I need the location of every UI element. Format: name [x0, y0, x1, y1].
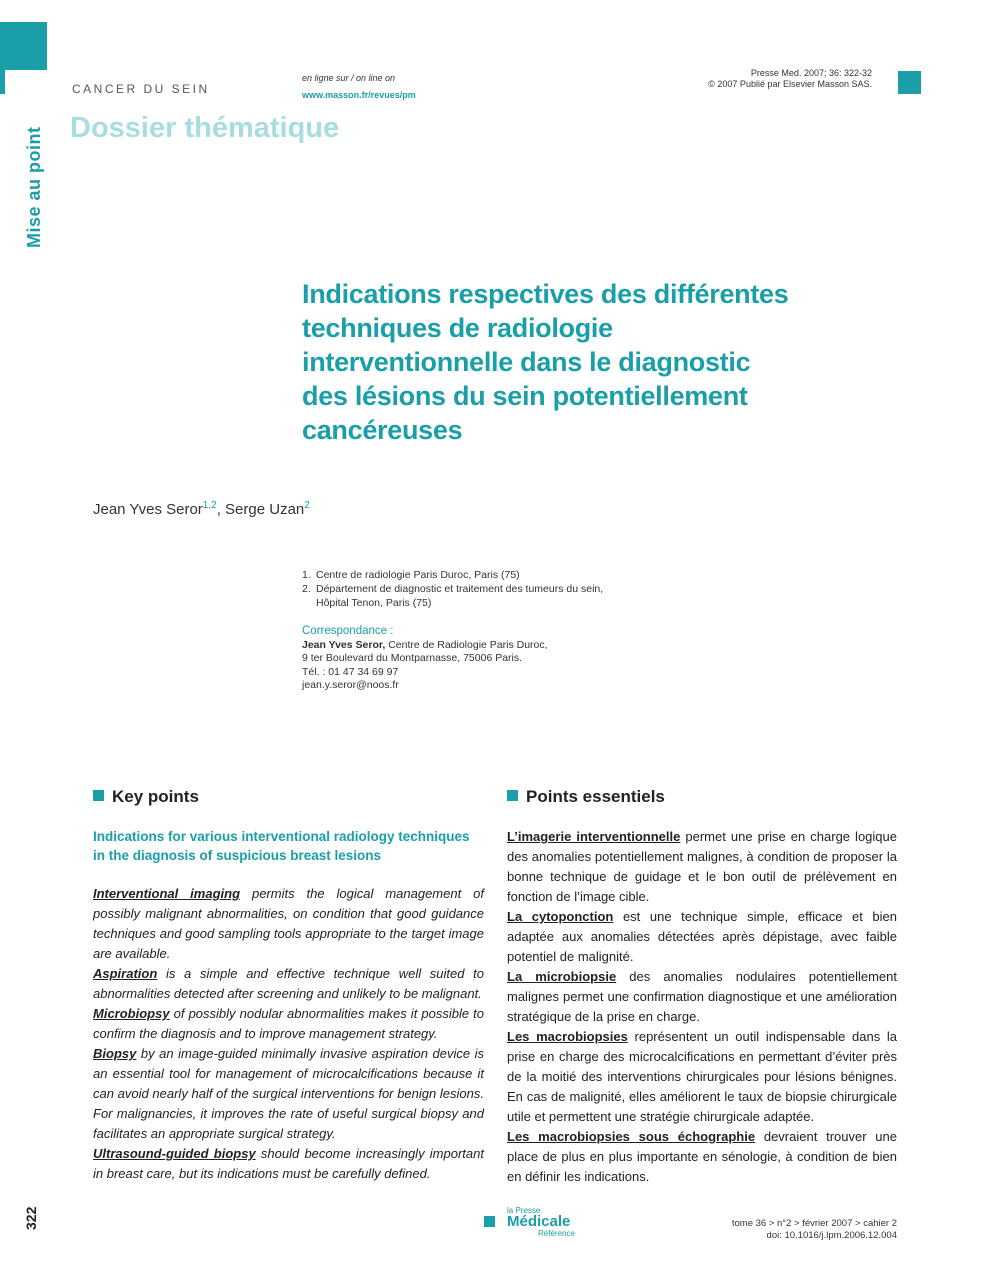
- key-point-paragraph: Microbiopsy of possibly nodular abnormalities makes it possible to confirm the diagnosis and to improve management strategy.: [93, 1006, 484, 1041]
- key-point-paragraph: Aspiration is a simple and effective technique well suited to abnormalities detected after screening and unlikely to be malignant.: [93, 966, 484, 1001]
- correspondence-block: [302, 625, 548, 693]
- point-essentiel-paragraph: Les macrobiopsies représentent un outil indispensable dans la prise en charge des microcalcifications en permettant d’éviter près de la moitié des interventions chirurgicales pour lésions bénignes. En cas de malignité, elles améliorent le taux de biopsie chirurgicale utile et permettent une stratégie chirurgicale adaptée.: [507, 1029, 897, 1124]
- page-number: 322: [23, 1206, 39, 1230]
- article-title: [302, 277, 862, 447]
- affiliations: [302, 568, 603, 610]
- publication-info: [708, 68, 872, 90]
- online-info: [302, 70, 416, 104]
- title-line: des lésions du sein potentiellement: [302, 381, 748, 411]
- author-list: [93, 500, 310, 518]
- journal-reference: Presse Med. 2007; 36: 322-32: [750, 68, 872, 78]
- heading-square-icon: [93, 790, 104, 801]
- author-name: Jean Yves Seror: [93, 501, 203, 518]
- title-line: techniques de radiologie: [302, 313, 613, 343]
- correspondence-line: [302, 639, 548, 653]
- affiliation-text: Centre de radiologie Paris Duroc, Paris (75): [316, 569, 520, 581]
- correspondence-name: Jean Yves Seror,: [302, 638, 386, 651]
- dossier-label: Dossier thématique: [70, 112, 340, 144]
- corner-accent-block: [0, 22, 47, 70]
- affiliation-number: 1.: [302, 569, 311, 581]
- key-points-body: [93, 884, 484, 1184]
- section-label: CANCER DU SEIN: [72, 82, 210, 96]
- points-essentiels-body: [507, 827, 897, 1187]
- author-affiliation-marker: 1,2: [202, 500, 217, 511]
- online-url[interactable]: www.masson.fr/revues/pm: [302, 90, 416, 100]
- logo-line: Référence: [538, 1229, 575, 1238]
- correspondence-heading: Correspondance :: [302, 625, 394, 637]
- online-label: en ligne sur / on line on: [302, 73, 396, 83]
- logo-square-icon: [484, 1216, 495, 1227]
- issue-line: tome 36 > n°2 > février 2007 > cahier 2: [731, 1218, 897, 1229]
- title-line: interventionnelle dans le diagnostic: [302, 347, 751, 377]
- side-label: Mise au point: [24, 126, 44, 248]
- point-essentiel-paragraph: La cytoponction est une technique simple, efficace et bien adaptée aux anomalies détectées après dépistage, avec faible potentiel de malignité.: [507, 909, 897, 964]
- doi-line: doi: 10.1016/j.lpm.2006.12.004: [766, 1230, 897, 1241]
- point-essentiel-paragraph: Les macrobiopsies sous échographie devraient trouver une place de plus en plus importante en sénologie, à condition de bien en définir les indications.: [507, 1129, 897, 1184]
- point-essentiel-paragraph: L’imagerie interventionnelle permet une prise en charge logique des anomalies potentiellement malignes, à condition de proposer la bonne technique de guidage et le bon outil de prélèvement en fonction de l’image cible.: [507, 829, 897, 904]
- affiliation-number: 2.: [302, 583, 311, 595]
- point-essentiel-paragraph: La microbiopsie des anomalies nodulaires potentiellement malignes permet une confirmation diagnostique et une amélioration stratégique de la prise en charge.: [507, 969, 897, 1024]
- title-line: cancéreuses: [302, 415, 463, 445]
- heading-square-icon: [507, 790, 518, 801]
- key-point-paragraph: Biopsy by an image-guided minimally invasive aspiration device is an essential tool for management of microcalcifications because it can avoid nearly half of the surgical interventions for benign lesions. For malignancies, it improves the rate of useful surgical biopsy and facilitates an appropriate surgical strategy.: [93, 1046, 484, 1141]
- logo-line: la Presse: [507, 1206, 541, 1215]
- title-line: Indications respectives des différentes: [302, 279, 789, 309]
- issue-info: [732, 1218, 897, 1242]
- affiliation-text: Département de diagnostic et traitement des tumeurs du sein,: [316, 583, 604, 595]
- logo-line: Médicale: [507, 1213, 571, 1230]
- correspondence-phone: Tél. : 01 47 34 69 97: [302, 665, 399, 678]
- corner-accent-line: [0, 22, 5, 94]
- correspondence-email[interactable]: jean.y.seror@noos.fr: [302, 679, 399, 692]
- key-points-subheading: Indications for various interventional radiology techniques in the diagnosis of suspicious breast lesions: [93, 829, 470, 863]
- affiliation-item: [302, 582, 603, 596]
- correspondence-address: 9 ter Boulevard du Montparnasse, 75006 Paris.: [302, 652, 523, 665]
- key-points-heading: Key points: [93, 787, 199, 807]
- copyright-notice: © 2007 Publié par Elsevier Masson SAS.: [708, 79, 872, 89]
- affiliation-item: [302, 568, 603, 582]
- author-name: Serge Uzan: [225, 501, 305, 518]
- correspondence-institution: Centre de Radiologie Paris Duroc,: [385, 638, 548, 651]
- points-essentiels-heading: Points essentiels: [507, 787, 665, 807]
- author-separator: ,: [216, 501, 226, 518]
- key-point-paragraph: Interventional imaging permits the logical management of possibly malignant abnormalities, on condition that good guidance techniques and good sampling tools appropriate to the target image are available.: [93, 886, 484, 961]
- key-point-paragraph: Ultrasound-guided biopsy should become increasingly important in breast care, but its indications must be carefully defined.: [93, 1146, 484, 1181]
- author-affiliation-marker: 2: [304, 500, 310, 511]
- affiliation-continuation: Hôpital Tenon, Paris (75): [316, 597, 432, 609]
- header-accent-square: [898, 71, 921, 94]
